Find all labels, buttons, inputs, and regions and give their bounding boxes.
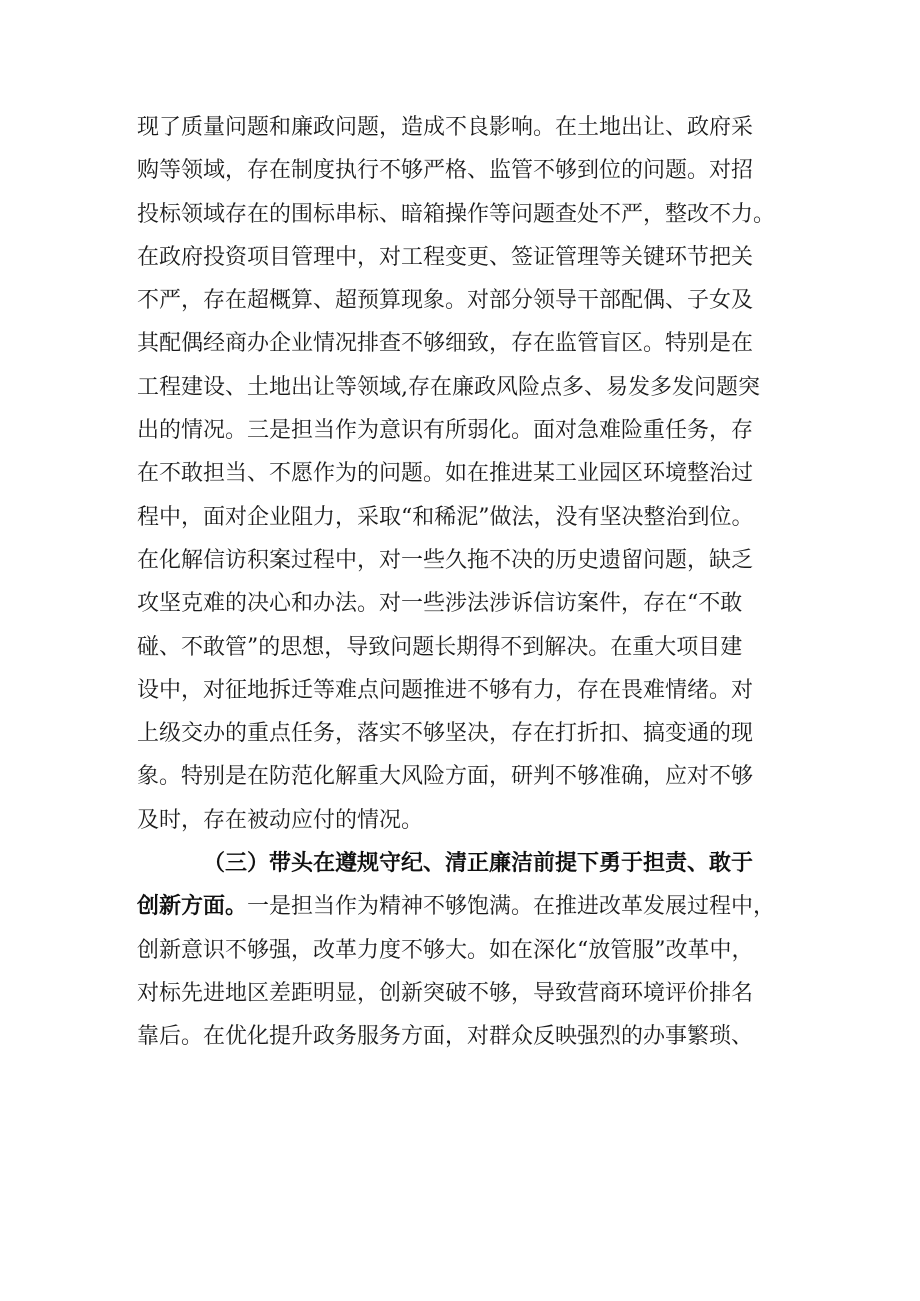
text-line: 其配偶经商办企业情况排查不够细致，存在监管盲区。特别是在	[137, 331, 754, 357]
section-heading	[137, 842, 797, 885]
text-line: 及时，存在被动应付的情况。	[137, 807, 424, 833]
text-line: 现了质量问题和廉政问题，造成不良影响。在土地出让、政府采	[137, 115, 754, 140]
text-line: 设中，对征地拆迁等难点问题推进不够有力，存在畏难情绪。对	[137, 677, 754, 703]
text-line: 出的情况。三是担当作为意识有所弱化。面对急难险重任务，存	[137, 418, 754, 444]
text-line: 对标先进地区差距明显，创新突破不够，导致营商环境评价排名	[137, 980, 754, 1006]
text-line: 工程建设、土地出让等领域,存在廉政风险点多、易发多发问题突	[137, 374, 760, 400]
text-line: 碰、不敢管”的思想，导致问题长期得不到解决。在重大项目建	[137, 634, 743, 660]
section-heading-tail: 创新方面。	[137, 894, 248, 920]
section-heading-text: （三）带头在遵规守纪、清正廉洁前提下勇于担责、敢于	[203, 851, 754, 877]
text-line: 在不敢担当、不愿作为的问题。如在推进某工业园区环境整治过	[137, 461, 754, 487]
paragraph-one	[137, 106, 797, 842]
text-line: 象。特别是在防范化解重大风险方面，研判不够准确，应对不够	[137, 764, 754, 790]
text-line: 购等领域，存在制度执行不够严格、监管不够到位的问题。对招	[137, 158, 754, 184]
text-line: 投标领域存在的围标串标、暗箱操作等问题查处不严，整改不力。	[137, 201, 776, 227]
text-line: 在化解信访积案过程中，对一些久拖不决的历史遗留问题，缺乏	[137, 547, 754, 573]
text-line: 程中，面对企业阻力，采取“和稀泥”做法，没有坚决整治到位。	[137, 504, 754, 530]
text-line: 在政府投资项目管理中，对工程变更、签证管理等关键环节把关	[137, 244, 754, 270]
text-line: 攻坚克难的决心和办法。对一些涉法涉诉信访案件，存在“不敢	[137, 591, 743, 617]
text-line: 不严，存在超概算、超预算现象。对部分领导干部配偶、子女及	[137, 288, 754, 314]
document-body	[137, 106, 797, 1059]
text-line: 创新意识不够强，改革力度不够大。如在深化“放管服”改革中，	[137, 937, 754, 963]
section-heading-continuation	[137, 885, 797, 928]
text-line: 靠后。在优化提升政务服务方面，对群众反映强烈的办事繁琐、	[137, 1024, 754, 1050]
text-line: 上级交办的重点任务，落实不够坚决，存在打折扣、搞变通的现	[137, 721, 754, 747]
section-first-sentence: 一是担当作为精神不够饱满。在推进改革发展过程中，	[247, 894, 776, 920]
section-three	[137, 842, 797, 1058]
